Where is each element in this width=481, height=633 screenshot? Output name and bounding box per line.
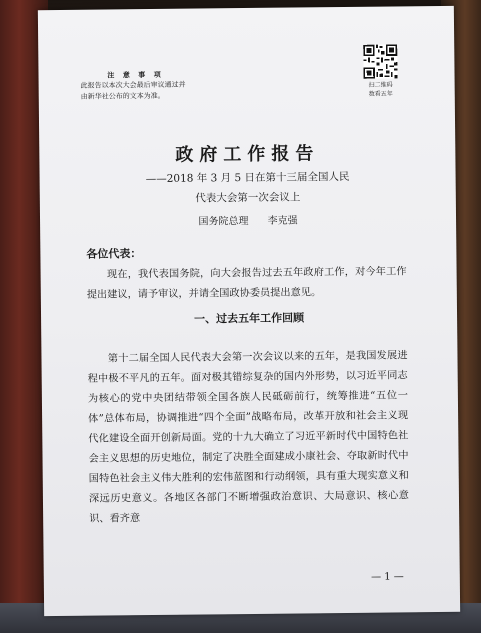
notice-block bbox=[80, 69, 190, 103]
section-heading: 一、过去五年工作回顾 bbox=[194, 311, 305, 326]
greeting: 各位代表： bbox=[86, 247, 142, 261]
author-name: 李克强 bbox=[267, 215, 298, 227]
qr-caption-line2: 数看五年 bbox=[368, 90, 393, 98]
qr-block bbox=[358, 44, 403, 98]
notice-title: 注 意 事 项 bbox=[107, 69, 164, 80]
report-title: 政府工作报告 bbox=[175, 143, 320, 166]
author-line bbox=[40, 210, 456, 229]
qr-caption-line1: 扫二维码 bbox=[368, 81, 393, 89]
document-page bbox=[38, 6, 460, 616]
page-number: — 1 — bbox=[371, 571, 404, 583]
author-position: 国务院总理 bbox=[198, 216, 249, 228]
paragraph-review: 第十二届全国人民代表大会第一次会议以来的五年，是我国发展进程中极不平凡的五年。面对极其错综复杂的国内外形势，以习近平同志为核心的党中央团结带领全国各族人民砥砺前行，统筹推进“五位一体”总体布局，协调推进“四个全面”战略布局，改革开放和社会主义现代化建设全面开创新局面。党的十九大确立了习近平新时代中国特色社会主义思想的历史地位，制定了决胜全面建成小康社会、夺取新时代中国特色社会主义伟大胜利的宏伟蓝图和行动纲领，具有重大现实意义和深远历史意义。各地区各部门不断增强政治意识、大局意识、核心意识、看齐意 bbox=[87, 350, 410, 525]
qr-code-icon[interactable] bbox=[363, 44, 397, 78]
notice-body: 此报告以本次大会最后审议通过并由新华社公布的文本为准。 bbox=[80, 80, 186, 101]
report-subtitle-line2: 代表大会第一次会议上 bbox=[195, 191, 301, 205]
paragraph-intro: 现在，我代表国务院，向大会报告过去五年政府工作，对今年工作提出建议，请予审议，并请全国政协委员提出意见。 bbox=[86, 266, 407, 301]
report-subtitle-line1: ——2018 年 3 月 5 日在第十三届全国人民 bbox=[145, 170, 350, 186]
